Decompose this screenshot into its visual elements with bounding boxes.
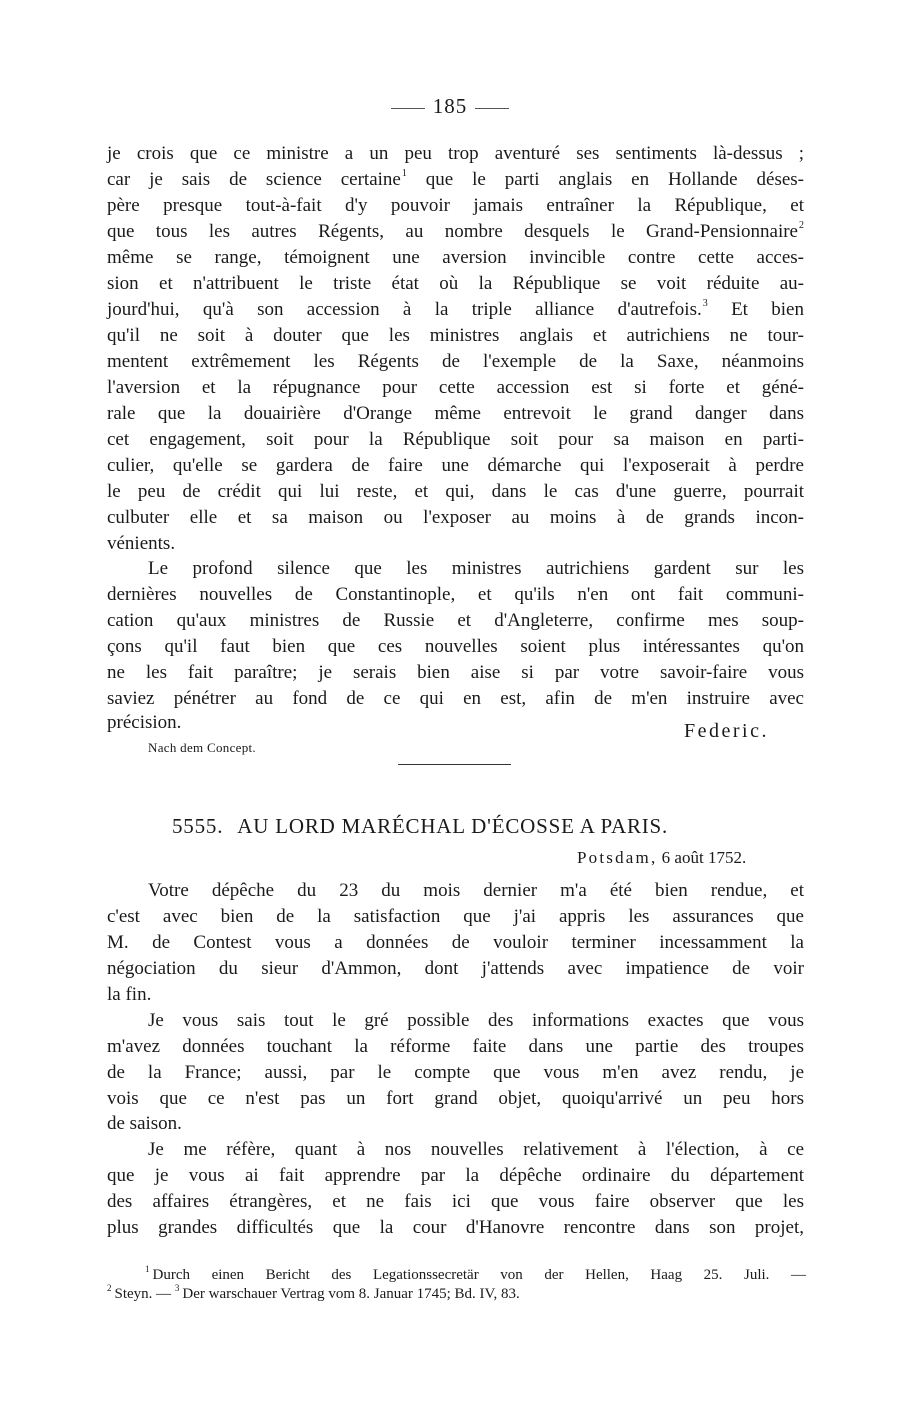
text-line: saviez pénétrer au fond de ce qui en est, afin de m'en instruire avec <box>107 688 804 709</box>
text-fragment: jourd'hui, qu'à son accession à la triple alliance d'autrefois. <box>107 299 702 320</box>
footnote-number: 1 <box>145 1264 150 1274</box>
dateline-date: 6 août 1752. <box>661 848 747 867</box>
page-number-text: 185 <box>432 94 468 118</box>
text-fragment: que le parti anglais en Hollande déses- <box>425 169 804 190</box>
dateline <box>577 848 746 868</box>
signature: Federic. <box>684 720 769 742</box>
footnote-2-3 <box>107 1284 520 1304</box>
footnote-marker: 2 <box>799 220 804 231</box>
text-line: M. de Contest vous a données de vouloir terminer incessamment la <box>107 932 804 953</box>
text-line: vois que ce n'est pas un fort grand objet, quoiqu'arrivé un peu hors <box>107 1088 804 1109</box>
letter-addressee: AU LORD MARÉCHAL D'ÉCOSSE A PARIS. <box>237 814 669 838</box>
paragraph-first-line: Votre dépêche du 23 du mois dernier m'a été bien rendue, et <box>148 880 804 901</box>
text-line: ne les fait paraître; je serais bien aise si par votre savoir-faire vous <box>107 662 804 683</box>
footnote-number: 2 <box>107 1283 112 1293</box>
text-line: je crois que ce ministre a un peu trop aventuré ses sentiments là-dessus ; <box>107 143 804 164</box>
text-line: le peu de crédit qui lui reste, et qui, dans le cas d'une guerre, pourrait <box>107 481 804 502</box>
text-line: même se range, témoignent une aversion invincible contre cette acces- <box>107 247 804 268</box>
text-line: cation qu'aux ministres de Russie et d'Angleterre, confirme mes soup- <box>107 610 804 631</box>
text-line: cet engagement, soit pour la République soit pour sa maison en parti- <box>107 429 804 450</box>
text-line: père presque tout-à-fait d'y pouvoir jamais entraîner la République, et <box>107 195 804 216</box>
paragraph-first-line: Je vous sais tout le gré possible des informations exactes que vous <box>148 1010 804 1031</box>
text-line <box>107 219 804 245</box>
text-fragment: car je sais de science certaine <box>107 169 401 190</box>
text-line: précision. <box>107 712 182 733</box>
text-line: que je vous ai fait apprendre par la dépêche ordinaire du département <box>107 1165 804 1186</box>
text-line: l'aversion et la répugnance pour cette accession est si forte et géné- <box>107 377 804 398</box>
page-number-right-dash <box>475 108 509 109</box>
letter-heading <box>172 814 668 839</box>
text-line: sion et n'attribuent le triste état où la République se voit réduite au- <box>107 273 804 294</box>
letter-number: 5555. <box>172 814 224 838</box>
text-line: de saison. <box>107 1113 182 1134</box>
text-fragment: que tous les autres Régents, au nombre desquels le Grand-Pensionnaire <box>107 221 798 242</box>
text-line: de la France; aussi, par le compte que vous m'en avez rendu, je <box>107 1062 804 1083</box>
dateline-place: Potsdam, <box>577 848 658 867</box>
paragraph-first-line: Le profond silence que les ministres autrichiens gardent sur les <box>148 558 804 579</box>
text-line: c'est avec bien de la satisfaction que j'ai appris les assurances que <box>107 906 804 927</box>
text-line <box>107 297 804 323</box>
text-line: dernières nouvelles de Constantinople, et qu'ils n'en ont fait communi- <box>107 584 804 605</box>
text-line: des affaires étrangères, et ne fais ici que vous faire observer que les <box>107 1191 804 1212</box>
text-line <box>107 167 804 193</box>
text-line: culbuter elle et sa maison ou l'exposer au moins à de grands incon- <box>107 507 804 528</box>
footnote-marker: 3 <box>702 298 708 309</box>
text-line: vénients. <box>107 533 176 554</box>
source-note: Nach dem Concept. <box>148 740 256 755</box>
text-line: plus grandes difficultés que la cour d'Hanovre rencontre dans son projet, <box>107 1217 804 1238</box>
text-line: culier, qu'elle se gardera de faire une démarche qui l'exposerait à perdre <box>107 455 804 476</box>
page-number <box>0 94 900 119</box>
footnote-number: 3 <box>174 1283 180 1293</box>
text-line: çons qu'il faut bien que ces nouvelles soient plus intéressantes qu'on <box>107 636 804 657</box>
footnote-text: Der warschauer Vertrag vom 8. Januar 1745; Bd. IV, 83. <box>182 1286 520 1302</box>
footnote-1 <box>145 1265 806 1285</box>
text-line: mentent extrêmement les Régents de l'exemple de la Saxe, néanmoins <box>107 351 804 372</box>
section-divider <box>398 764 511 765</box>
text-line: qu'il ne soit à douter que les ministres anglais et autrichiens ne tour- <box>107 325 804 346</box>
footnote-text: Steyn. — <box>114 1286 172 1302</box>
footnote-text: Durch einen Bericht des Legationssecretär von der Hellen, Haag 25. Juli. — <box>152 1267 806 1283</box>
text-line: m'avez données touchant la réforme faite dans une partie des troupes <box>107 1036 804 1057</box>
footnote-marker: 1 <box>401 168 407 179</box>
text-line: rale que la douairière d'Orange même entrevoit le grand danger dans <box>107 403 804 424</box>
page-number-left-dash <box>391 108 425 109</box>
text-line: négociation du sieur d'Ammon, dont j'attends avec impatience de voir <box>107 958 804 979</box>
text-line: la fin. <box>107 984 152 1005</box>
text-fragment: Et bien <box>731 299 804 320</box>
paragraph-first-line: Je me réfère, quant à nos nouvelles relativement à l'élection, à ce <box>148 1139 804 1160</box>
